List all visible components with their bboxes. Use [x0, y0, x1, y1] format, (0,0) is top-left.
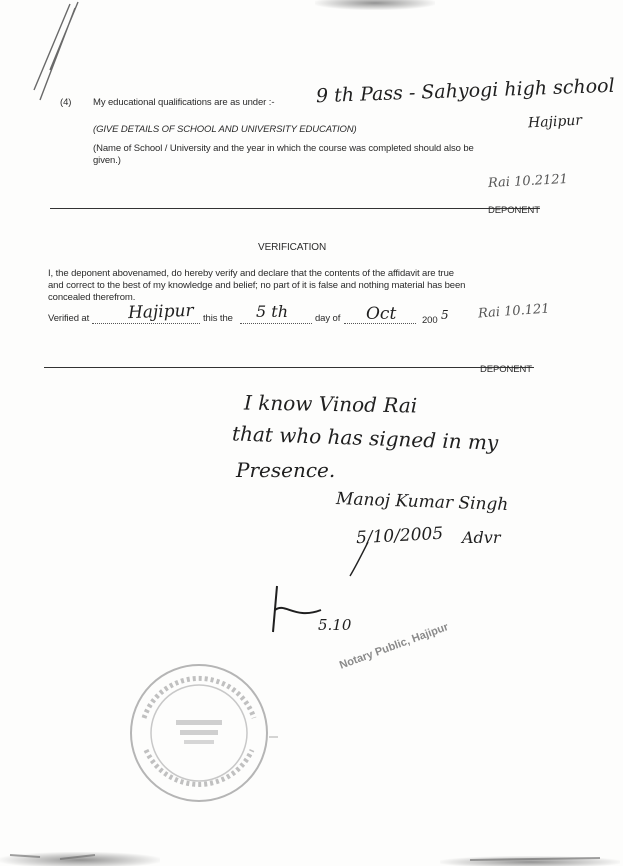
- deponent-initials-1: Rai 10.2121: [487, 171, 569, 192]
- deponent-label-2: DEPONENT: [480, 364, 532, 375]
- scan-smudge-top: [315, 0, 435, 10]
- day-of-label: day of: [315, 313, 341, 324]
- year-prefix: 200: [422, 315, 438, 326]
- signature-flourish: [340, 540, 380, 580]
- qualification-answer-city: Hajipur: [527, 112, 583, 132]
- day-dotted-line: [240, 323, 312, 324]
- verification-para-line3: concealed therefrom.: [48, 292, 136, 303]
- this-the-label: this the: [203, 313, 233, 324]
- month-value: Oct: [366, 304, 397, 324]
- attestation-line3: Presence.: [236, 458, 336, 482]
- verified-at-label: Verified at: [48, 313, 90, 324]
- seal-edge-mark: [268, 732, 280, 742]
- notary-stamp-text: Notary Public, Hajipur: [337, 621, 451, 672]
- attestation-line1: I know Vinod Rai: [243, 390, 418, 418]
- attestation-date: 5/10/2005: [355, 523, 444, 549]
- section-number: (4): [60, 97, 72, 108]
- scan-dust: [0, 845, 623, 866]
- scan-streak: [30, 0, 80, 110]
- verification-para-line1: I, the deponent abovenamed, do hereby verify and declare that the contents of the affidavit are true: [48, 268, 454, 279]
- deponent-mark-date: 5.10: [318, 616, 352, 634]
- school-note-line1: (Name of School / University and the year in which the course was completed should also be: [93, 143, 474, 154]
- divider-line-1: [50, 208, 540, 209]
- qualification-answer: 9 th Pass - Sahyogi high school: [315, 74, 615, 108]
- divider-line-2: [44, 367, 534, 368]
- attestation-line2: that who has signed in my: [231, 421, 499, 455]
- advocate-title: Advr: [462, 528, 501, 547]
- deponent-initials-2: Rai 10.121: [477, 301, 551, 322]
- place-dotted-line: [92, 323, 200, 324]
- school-note-line2: given.): [93, 155, 121, 166]
- verification-para-line2: and correct to the best of my knowledge and belief; no part of it is false and nothing material has been: [48, 280, 466, 291]
- qualifications-label: My educational qualifications are as under :-: [93, 97, 275, 108]
- deponent-label-1: DEPONENT: [488, 205, 540, 216]
- year-suffix: 5: [441, 308, 449, 322]
- round-seal: [124, 658, 274, 808]
- day-value: 5 th: [256, 302, 288, 321]
- give-details-note: (GIVE DETAILS OF SCHOOL AND UNIVERSITY EDUCATION): [93, 124, 357, 135]
- advocate-signature: Manoj Kumar Singh: [335, 488, 509, 516]
- verification-heading: VERIFICATION: [258, 242, 327, 253]
- place-value: Hajipur: [127, 300, 194, 324]
